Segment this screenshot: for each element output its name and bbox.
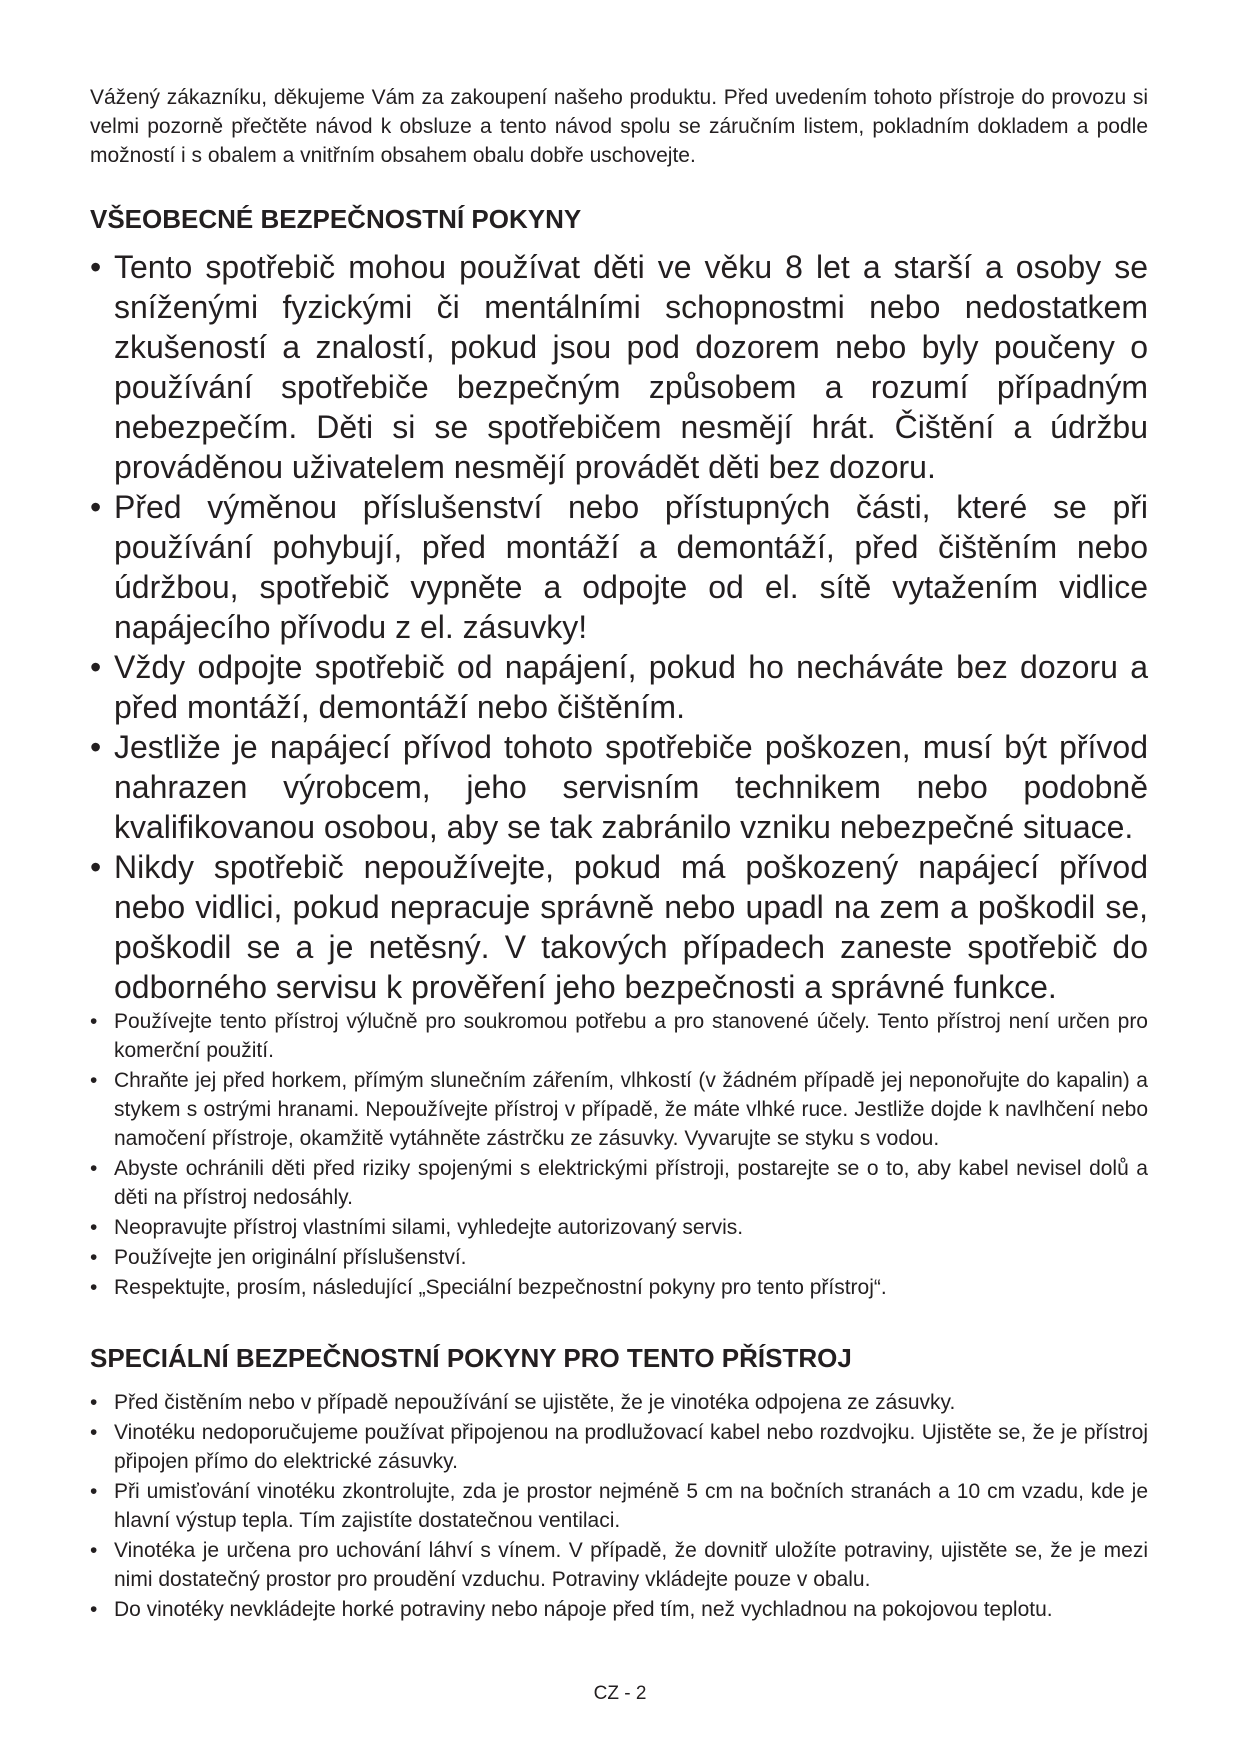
list-item: • Používejte jen originální příslušenství. [90, 1243, 1148, 1272]
list-item: • Před čistěním nebo v případě nepoužívání se ujistěte, že je vinotéka odpojena ze zásuvky. [90, 1388, 1148, 1417]
list-item: • Používejte tento přístroj výlučně pro soukromou potřebu a pro stanovené účely. Tento přístroj není určen pro komerční použití. [90, 1007, 1148, 1065]
list-item: • Respektujte, prosím, následující „Speciální bezpečnostní pokyny pro tento přístroj“. [90, 1273, 1148, 1302]
intro-paragraph: Vážený zákazníku, děkujeme Vám za zakoupení našeho produktu. Před uvedením tohoto přístroje do provozu si velmi pozorně přečtěte návod k obsluze a tento návod spolu se záručním listem, pokladním dokladem a podle možností i s obalem a vnitřním obsahem obalu dobře uschovejte. [90, 86, 1148, 167]
list-item: • Před výměnou příslušenství nebo přístupných části, které se při používání pohybují, před montáží a demontáží, před čištěním nebo údržbou, spotřebič vypněte a odpojte od el. sítě vytažením vidlice napájecího přívodu z el. zásuvky! [90, 487, 1148, 647]
general-safety-heading: VŠEOBECNÉ BEZPEČNOSTNÍ POKYNY [90, 204, 582, 234]
list-item: • Vinotéka je určena pro uchování láhví s vínem. V případě, že dovnitř uložíte potraviny, ujistěte se, že je mezi nimi dostatečný prostor pro proudění vzduchu. Potraviny vkládejte pouze v obalu. [90, 1536, 1148, 1594]
list-item: • Nikdy spotřebič nepoužívejte, pokud má poškozený napájecí přívod nebo vidlici, pokud nepracuje správně nebo upadl na zem a poškodil se, poškodil se a je netěsný. V takových případech zaneste spotřebič do odborného servisu k prověření jeho bezpečnosti a správné funkce. [90, 847, 1148, 1007]
special-safety-list [90, 1388, 1148, 1624]
general-safety-small-list [90, 1007, 1148, 1302]
list-item: • Chraňte jej před horkem, přímým slunečním zářením, vlhkostí (v žádném případě jej neponořujte do kapalin) a stykem s ostrými hranami. Nepoužívejte přístroj v případě, že máte vlhké ruce. Jestliže dojde k navlhčení nebo namočení přístroje, okamžitě vytáhněte zástrčku ze zásuvky. Vyvarujte se styku s vodou. [90, 1066, 1148, 1153]
list-item: • Vinotéku nedoporučujeme používat připojenou na prodlužovací kabel nebo rozdvojku. Ujistěte se, že je přístroj připojen přímo do elektrické zásuvky. [90, 1418, 1148, 1476]
list-item: • Jestliže je napájecí přívod tohoto spotřebiče poškozen, musí být přívod nahrazen výrobcem, jeho servisním technikem nebo podobně kvalifikovanou osobou, aby se tak zabránilo vzniku nebezpečné situace. [90, 727, 1148, 847]
page-number: CZ - 2 [593, 1683, 647, 1704]
list-item: • Neopravujte přístroj vlastními silami, vyhledejte autorizovaný servis. [90, 1213, 1148, 1242]
list-item: • Při umisťování vinotéku zkontrolujte, zda je prostor nejméně 5 cm na bočních stranách a 10 cm vzadu, kde je hlavní výstup tepla. Tím zajistíte dostatečnou ventilaci. [90, 1477, 1148, 1535]
list-item: • Vždy odpojte spotřebič od napájení, pokud ho necháváte bez dozoru a před montáží, demontáží nebo čištěním. [90, 647, 1148, 727]
list-item: • Tento spotřebič mohou používat děti ve věku 8 let a starší a osoby se sníženými fyzickými či mentálními schopnostmi nebo nedostatkem zkušeností a znalostí, pokud jsou pod dozorem nebo byly poučeny o používání spotřebiče bezpečným způsobem a rozumí případným nebezpečím. Děti si se spotřebičem nesmějí hrát. Čištění a údržbu prováděnou uživatelem nesmějí provádět děti bez dozoru. [90, 247, 1148, 487]
list-item: • Abyste ochránili děti před riziky spojenými s elektrickými přístroji, postarejte se o to, aby kabel nevisel dolů a děti na přístroj nedosáhly. [90, 1154, 1148, 1212]
special-safety-heading: SPECIÁLNÍ BEZPEČNOSTNÍ POKYNY PRO TENTO PŘÍSTROJ [90, 1343, 852, 1373]
document-page [90, 83, 1148, 1625]
list-item: • Do vinotéky nevkládejte horké potraviny nebo nápoje před tím, než vychladnou na pokojovou teplotu. [90, 1595, 1148, 1624]
general-safety-large-list [90, 247, 1148, 1007]
